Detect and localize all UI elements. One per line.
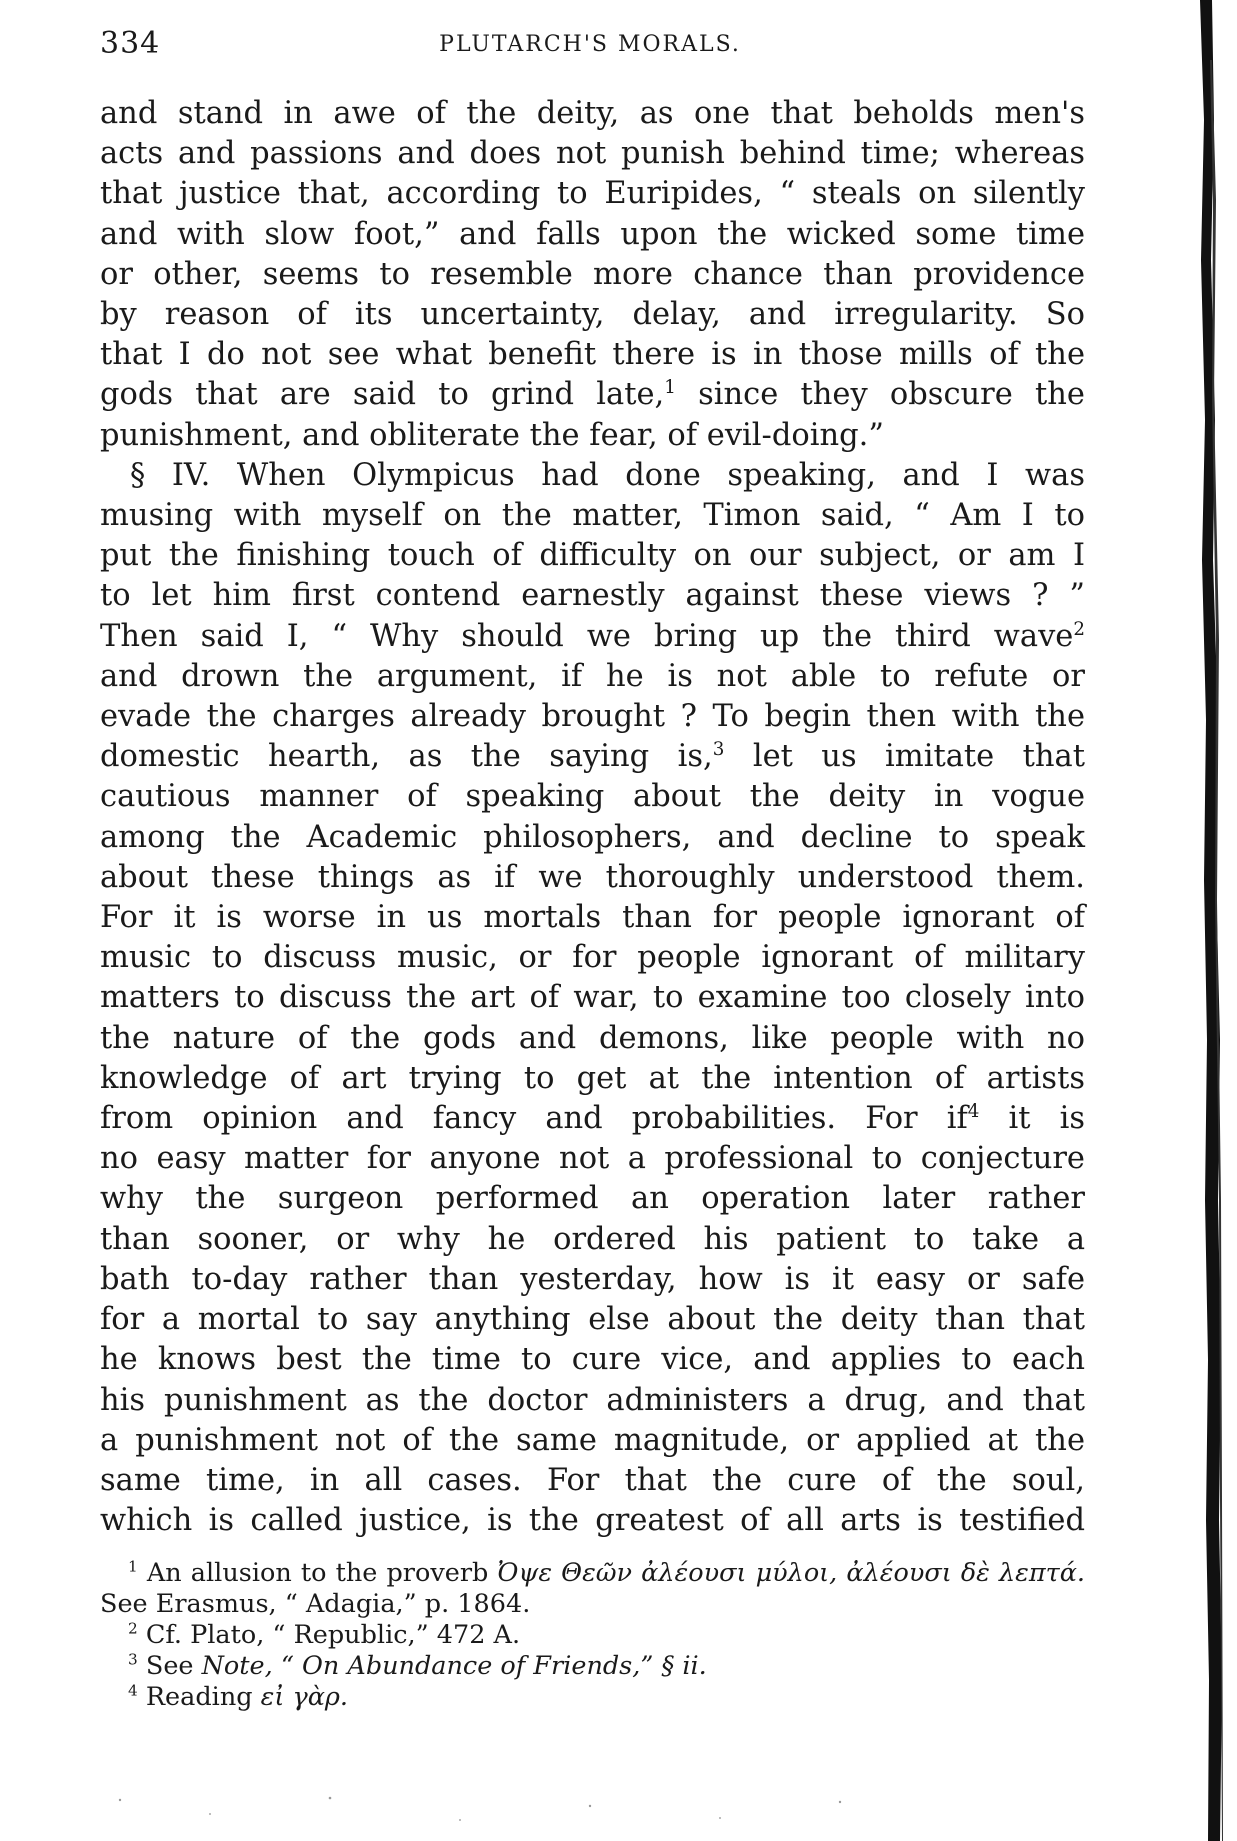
text-line: knowledge of art trying to get at the intention of artists — [100, 1060, 1085, 1096]
text-line: or other, seems to resemble more chance than providence — [100, 256, 1085, 292]
text-segment: Then said I, “ Why should we bring up the third wave — [100, 618, 1074, 654]
footnote-number: 3 — [128, 1650, 138, 1669]
text-line: that I do not see what benefit there is in those mills of the — [100, 337, 1085, 373]
footnote-text: See — [145, 1651, 202, 1681]
text-segment: domestic hearth, as the saying is, — [100, 739, 713, 775]
text-line: he knows best the time to cure vice, and applies to each — [100, 1342, 1085, 1378]
text-line — [100, 375, 1085, 415]
text-line: to let him first contend earnestly against these views ? ” — [100, 578, 1085, 614]
main-text — [100, 94, 1085, 1541]
text-line: music to discuss music, or for people ignorant of military — [100, 940, 1085, 976]
footnote-3 — [100, 1651, 1085, 1682]
footnote-text: An allusion to the proverb — [146, 1558, 489, 1588]
paragraph-start: § IV. When Olympicus had done speaking, and I was — [130, 457, 1085, 493]
text-line: why the surgeon performed an operation later rather — [100, 1181, 1085, 1217]
footnote-text: Cf. Plato, “ Republic,” 472 A. — [145, 1620, 521, 1650]
footnote-2 — [100, 1620, 1085, 1651]
footnote-number: 2 — [128, 1619, 138, 1638]
text-line: for a mortal to say anything else about the deity than that — [100, 1302, 1085, 1338]
text-line: evade the charges already brought ? To begin then with the — [100, 699, 1085, 735]
text-line: musing with myself on the matter, Timon said, “ Am I to — [100, 498, 1085, 534]
text-line: a punishment not of the same magnitude, or applied at the — [100, 1422, 1085, 1458]
text-segment: from opinion and fancy and probabilities. For if — [100, 1101, 968, 1137]
text-line: cautious manner of speaking about the deity in vogue — [100, 779, 1085, 815]
footnote-ref: 4 — [967, 1100, 980, 1122]
text-line — [100, 617, 1085, 657]
text-line: which is called justice, is the greatest of all arts is testified — [100, 1503, 1085, 1539]
page-header — [100, 26, 1080, 66]
text-line: no easy matter for anyone not a professional to conjecture — [100, 1141, 1085, 1177]
text-segment: gods that are said to grind late, — [100, 377, 665, 413]
footnote-ref: 2 — [1073, 618, 1085, 640]
text-line: punishment, and obliterate the fear, of evil-doing.” — [100, 417, 884, 453]
text-line: matters to discuss the art of war, to examine too closely into — [100, 980, 1085, 1016]
text-segment: it is — [979, 1101, 1086, 1137]
greek-proverb: Ὀψε Θεῶν ἀλέουσι μύλοι, ἀλέουσι δὲ λεπτά. — [497, 1558, 1086, 1588]
text-line: by reason of its uncertainty, delay, and irregularity. So — [100, 297, 1085, 333]
footnote-number: 1 — [128, 1557, 138, 1576]
text-line: acts and passions and does not punish behind time; whereas — [100, 136, 1085, 172]
footnote-number: 4 — [128, 1681, 138, 1700]
text-line — [100, 1099, 1085, 1139]
footnote-4 — [100, 1682, 1085, 1713]
running-title: PLUTARCH'S MORALS. — [439, 32, 741, 57]
footnote-1 — [100, 1558, 1085, 1589]
text-segment: since they obscure the — [675, 377, 1085, 413]
text-line: about these things as if we thoroughly understood them. — [100, 859, 1085, 895]
footnote-ref: 3 — [712, 739, 725, 761]
footnote-ref: 1 — [664, 377, 676, 399]
text-segment: let us imitate that — [724, 739, 1086, 775]
text-line: put the finishing touch of difficulty on our subject, or am I — [100, 538, 1085, 574]
text-line: For it is worse in us mortals than for people ignorant of — [100, 900, 1085, 936]
page-edge-specks — [0, 1780, 1237, 1841]
text-line: same time, in all cases. For that the cure of the soul, — [100, 1462, 1085, 1498]
footnotes — [100, 1558, 1085, 1713]
text-line: and with slow foot,” and falls upon the wicked some time — [100, 216, 1085, 252]
footnote-italic-text: Note, “ On Abundance of Friends,” § ii. — [201, 1651, 707, 1681]
text-line: the nature of the gods and demons, like people with no — [100, 1020, 1085, 1056]
text-line: his punishment as the doctor administers a drug, and that — [100, 1382, 1085, 1418]
text-line: that justice that, according to Euripides, “ steals on silently — [100, 176, 1085, 212]
text-line — [100, 737, 1085, 777]
page-number: 334 — [100, 26, 161, 61]
text-line: and drown the argument, if he is not able to refute or — [100, 658, 1085, 694]
text-line: than sooner, or why he ordered his patient to take a — [100, 1221, 1085, 1257]
text-line: bath to-day rather than yesterday, how is it easy or safe — [100, 1261, 1085, 1297]
text-line: among the Academic philosophers, and decline to speak — [100, 819, 1085, 855]
page-binding-edge — [1178, 0, 1237, 1841]
footnote-1-continued: See Erasmus, “ Adagia,” p. 1864. — [100, 1589, 531, 1619]
text-line: and stand in awe of the deity, as one that beholds men's — [100, 96, 1085, 131]
footnote-text: Reading — [145, 1682, 261, 1712]
greek-reading: εἰ γὰρ. — [260, 1682, 349, 1712]
